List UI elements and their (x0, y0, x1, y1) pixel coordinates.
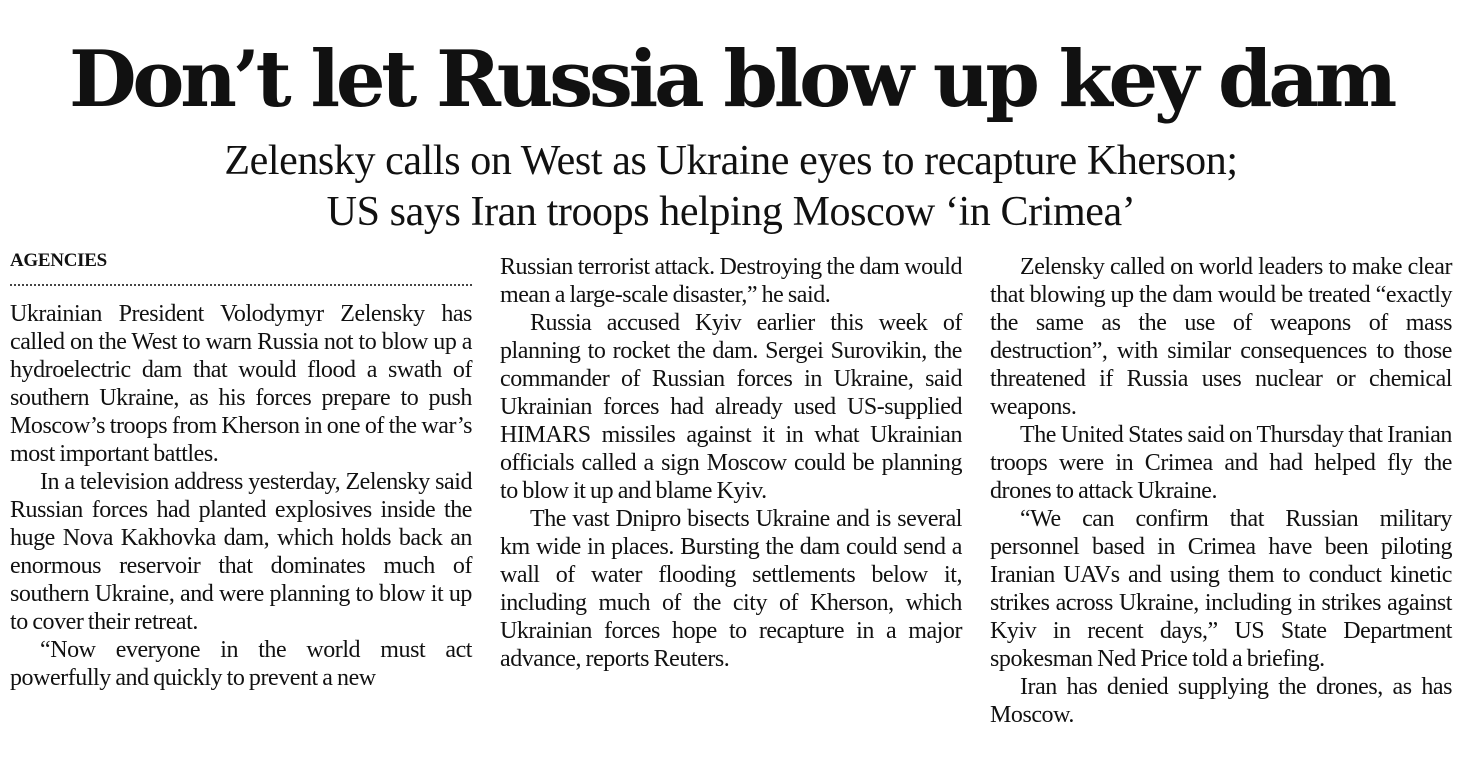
subheadline (0, 136, 1462, 238)
paragraph: “We can confirm that Russian military personnel based in Crimea have been piloting Iranian UAVs and using them to conduct kinetic strikes across Ukraine, including in strikes against Kyiv in recent days,” US State Department spokesman Ned Price told a briefing. (990, 506, 1452, 672)
article-column-3 (990, 253, 1452, 729)
paragraph: The vast Dnipro bisects Ukraine and is several km wide in places. Bursting the dam could send a wall of water flooding settlements below it, including much of the city of Kherson, which Ukrainian forces hope to recapture in a major advance, reports Reuters. (500, 506, 962, 672)
subheadline-line-2: US says Iran troops helping Moscow ‘in Crimea’ (326, 189, 1136, 235)
paragraph: Russian terrorist attack. Destroying the dam would mean a large-scale disaster,” he said. (500, 254, 962, 308)
article-column-2 (500, 253, 962, 673)
paragraph: Russia accused Kyiv earlier this week of planning to rocket the dam. Sergei Surovikin, the commander of Russian forces in Ukraine, said Ukrainian forces had already used US-supplied HIMARS missiles against it in what Ukrainian officials called a sign Moscow could be planning to blow it up and blame Kyiv. (500, 310, 962, 504)
paragraph: Zelensky called on world leaders to make clear that blowing up the dam would be treated “exactly the same as the use of weapons of mass destruction”, with similar consequences to those threatened if Russia uses nuclear or chemical weapons. (990, 254, 1452, 420)
paragraph: Iran has denied supplying the drones, as has Moscow. (990, 674, 1452, 728)
paragraph: Ukrainian President Volodymyr Zelensky has called on the West to warn Russia not to blow up a hydroelectric dam that would flood a swath of southern Ukraine, as his forces prepare to push Moscow’s troops from Kherson in one of the war’s most important battles. (10, 301, 472, 467)
paragraph: The United States said on Thursday that Iranian troops were in Crimea and had helped fly the drones to attack Ukraine. (990, 422, 1452, 504)
paragraph: In a television address yesterday, Zelensky said Russian forces had planted explosives inside the huge Nova Kakhovka dam, which holds back an enormous reservoir that dominates much of southern Ukraine, and were planning to blow it up to cover their retreat. (10, 469, 472, 635)
subheadline-line-1: Zelensky calls on West as Ukraine eyes to recapture Kherson; (224, 138, 1238, 184)
headline: Don’t let Russia blow up key dam (68, 34, 1394, 125)
article-column-1 (10, 250, 472, 692)
byline: AGENCIES (10, 250, 472, 286)
paragraph: “Now everyone in the world must act powerfully and quickly to prevent a new (10, 637, 472, 691)
